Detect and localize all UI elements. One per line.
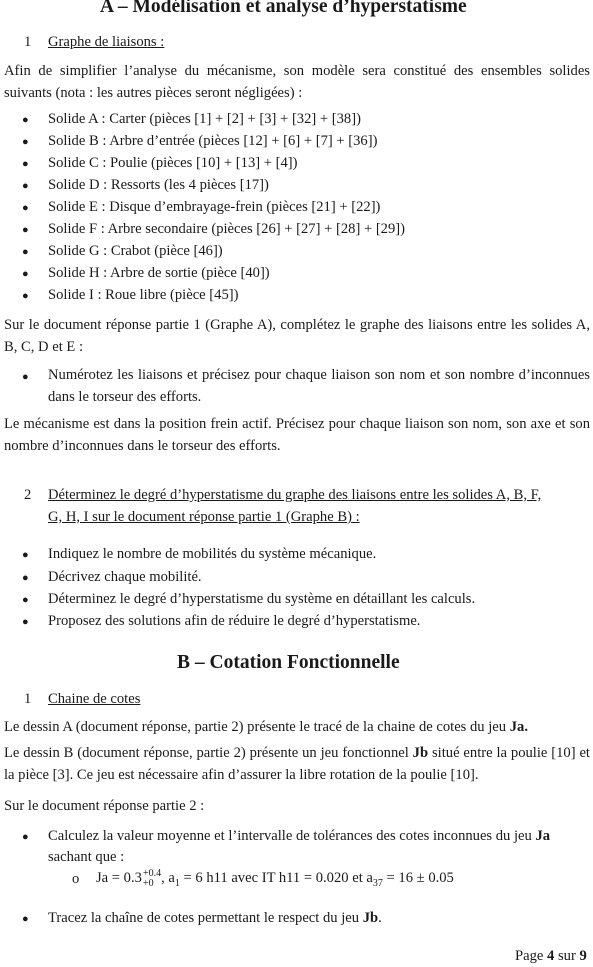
- bullet-icon: ●: [22, 913, 29, 925]
- list-item: Solide F : Arbre secondaire (pièces [26] + [27] + [28] + [29]): [48, 221, 405, 237]
- bullet-icon: ●: [22, 246, 29, 258]
- bullet-icon: ●: [22, 158, 29, 170]
- section-a-title: A – Modélisation et analyse d’hyperstatisme: [100, 0, 467, 17]
- list-item: Proposez des solutions afin de réduire le degré d’hyperstatisme.: [48, 613, 421, 629]
- bullet-icon: ●: [22, 268, 29, 280]
- bullet-icon: ●: [22, 549, 29, 561]
- section-b-question-1-number: 1: [24, 691, 32, 707]
- bullet-icon: ●: [22, 180, 29, 192]
- list-item: Décrivez chaque mobilité.: [48, 569, 202, 585]
- bullet-icon: ●: [22, 114, 29, 126]
- list-item: Déterminez le degré d’hyperstatisme du système en détaillant les calculs.: [48, 591, 476, 607]
- drawing-b-paragraph: Le dessin B (document réponse, partie 2) présente un jeu fonctionnel Jb situé entre la poulie [10] et la pièce [3]. Ce jeu est nécessaire afin d’assurer la libre rotation de la poulie [10].: [4, 745, 590, 783]
- intro-paragraph: Afin de simplifier l’analyse du mécanisme, son modèle sera constitué des ensembles solides suivants (nota : les autres pièces seront négligées) :: [4, 63, 590, 101]
- section-b-title: B – Cotation Fonctionnelle: [177, 652, 400, 673]
- list-item: Solide C : Poulie (pièces [10] + [13] + [4]): [48, 155, 298, 171]
- calc-bullet-line2: sachant que :: [48, 849, 125, 865]
- bullet-icon: ●: [22, 831, 29, 843]
- question-2-number: 2: [24, 487, 32, 503]
- document-part2-paragraph: Sur le document réponse partie 2 :: [4, 798, 205, 814]
- page-number: Page 4 sur 9: [515, 948, 587, 964]
- section-b-question-1-title: Chaine de cotes: [48, 691, 141, 707]
- question-1-title: Graphe de liaisons :: [48, 34, 165, 50]
- sub-bullet-icon: o: [72, 871, 80, 887]
- list-item: Solide B : Arbre d’entrée (pièces [12] + [6] + [7] + [36]): [48, 133, 378, 149]
- bullet-icon: ●: [22, 202, 29, 214]
- question-2-title-line1: Déterminez le degré d’hyperstatisme du graphe des liaisons entre les solides A, B, F,: [48, 487, 542, 503]
- graph-a-bullet: Numérotez les liaisons et précisez pour chaque liaison son nom et son nombre d’inconnues dans le torseur des efforts.: [48, 367, 590, 405]
- list-item: Solide H : Arbre de sortie (pièce [40]): [48, 265, 270, 281]
- bullet-icon: ●: [22, 572, 29, 584]
- bullet-icon: ●: [22, 594, 29, 606]
- drawing-a-paragraph: Le dessin A (document réponse, partie 2) présente le tracé de la chaine de cotes du jeu Ja.: [4, 719, 528, 735]
- bullet-icon: ●: [22, 136, 29, 148]
- question-2-title-line2: G, H, I sur le document réponse partie 1 (Graphe B) :: [48, 509, 360, 525]
- calc-bullet-line1: Calculez la valeur moyenne et l’intervalle de tolérances des cotes inconnues du jeu Ja: [48, 828, 551, 844]
- list-item: Solide G : Crabot (pièce [46]): [48, 243, 223, 259]
- graph-a-paragraph: Sur le document réponse partie 1 (Graphe A), complétez le graphe des liaisons entre les solides A, B, C, D et E :: [4, 317, 590, 355]
- trace-bullet: Tracez la chaîne de cotes permettant le respect du jeu Jb.: [48, 910, 382, 926]
- list-item: Solide A : Carter (pièces [1] + [2] + [3] + [32] + [38]): [48, 111, 361, 127]
- list-item: Solide I : Roue libre (pièce [45]): [48, 287, 239, 303]
- bullet-icon: ●: [22, 224, 29, 236]
- bullet-icon: ●: [22, 371, 29, 383]
- frein-paragraph: Le mécanisme est dans la position frein actif. Précisez pour chaque liaison son nom, son axe et son nombre d’inconnues dans le torseur des efforts.: [4, 416, 590, 454]
- list-item: Solide D : Ressorts (les 4 pièces [17]): [48, 177, 269, 193]
- bullet-icon: ●: [22, 290, 29, 302]
- question-1-number: 1: [24, 34, 32, 50]
- list-item: Solide E : Disque d’embrayage-frein (pièces [21] + [22]): [48, 199, 381, 215]
- formula-line: Ja = 0.3 +0.4 +0 , $a_1 = 6$ h11 avec IT h11 = 0.020 et $a_{37} = 16 \pm 0.05$: [96, 867, 454, 889]
- bullet-icon: ●: [22, 616, 29, 628]
- list-item: Indiquez le nombre de mobilités du système mécanique.: [48, 546, 377, 562]
